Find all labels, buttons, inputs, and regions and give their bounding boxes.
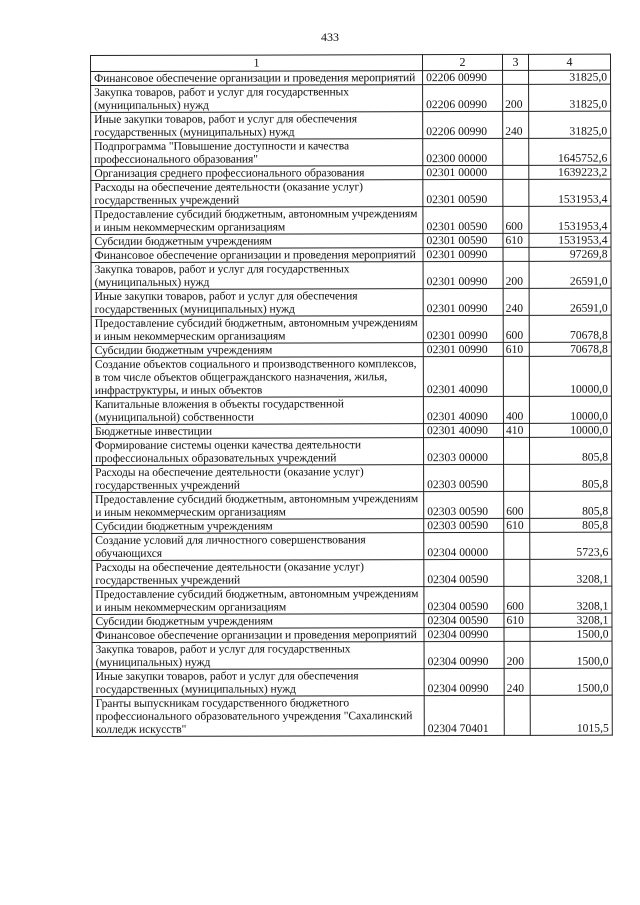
row-name: Финансовое обеспечение организации и проведения мероприятий — [91, 248, 423, 263]
budget-table-sheet — [90, 54, 612, 737]
row-code: 02304 00000 — [424, 532, 504, 559]
table-row — [92, 613, 612, 628]
row-code: 02301 00990 — [423, 315, 503, 342]
row-amount: 1645752,6 — [529, 138, 611, 165]
table-row — [91, 247, 611, 262]
row-expense-type: 200 — [503, 84, 529, 111]
row-amount: 10000,0 — [529, 423, 611, 437]
row-code: 02301 00000 — [423, 165, 503, 179]
header-col-code: 2 — [423, 54, 503, 70]
table-row — [92, 627, 612, 642]
table-row — [91, 261, 611, 289]
row-amount: 1531953,4 — [529, 179, 611, 206]
row-name: Предоставление субсидий бюджетным, автономным учреждениям и иным некоммерческим организациям — [91, 207, 423, 235]
row-expense-type — [504, 627, 530, 641]
row-code: 02206 00990 — [423, 70, 503, 84]
row-name: Гранты выпускникам государственного бюджетного профессионального образовательного учреждения "Сахалинский колледж искусств" — [92, 696, 424, 737]
row-expense-type: 600 — [503, 206, 529, 233]
row-amount: 3208,1 — [530, 613, 612, 627]
row-amount: 3208,1 — [530, 586, 612, 613]
table-row — [91, 84, 611, 112]
row-amount: 3208,1 — [530, 559, 612, 586]
row-code: 02303 00590 — [424, 464, 504, 491]
row-name: Расходы на обеспечение деятельности (оказание услуг) государственных учреждений — [92, 560, 424, 588]
row-expense-type — [503, 165, 529, 179]
table-row — [92, 532, 612, 560]
row-amount: 1531953,4 — [529, 206, 611, 233]
row-code: 02304 00990 — [424, 668, 504, 695]
row-name: Создание условий для личностного совершенствования обучающихся — [92, 533, 424, 561]
row-code: 02301 00990 — [423, 342, 503, 356]
row-code: 02206 00990 — [423, 84, 503, 111]
row-name: Иные закупки товаров, работ и услуг для обеспечения государственных (муниципальных) нужд — [91, 289, 423, 317]
row-code: 02301 00590 — [423, 233, 503, 247]
row-expense-type — [503, 247, 529, 261]
row-amount: 31825,0 — [529, 84, 611, 111]
row-code: 02304 70401 — [424, 695, 504, 735]
row-code: 02304 00990 — [424, 641, 504, 668]
row-amount: 1500,0 — [530, 641, 612, 668]
table-row — [92, 437, 612, 465]
row-code: 02301 40090 — [423, 396, 503, 423]
table-row — [91, 288, 611, 316]
table-row — [91, 206, 611, 234]
row-expense-type — [504, 559, 530, 586]
row-amount: 70678,8 — [529, 315, 611, 342]
table-row — [91, 138, 611, 166]
row-expense-type — [503, 138, 529, 165]
row-code: 02301 00990 — [423, 288, 503, 315]
table-row — [91, 179, 611, 207]
table-row — [91, 356, 611, 397]
row-amount: 1500,0 — [530, 627, 612, 641]
row-code: 02304 00990 — [424, 627, 504, 641]
row-amount: 10000,0 — [529, 396, 611, 423]
row-expense-type: 400 — [503, 396, 529, 423]
row-expense-type — [504, 695, 530, 735]
table-row — [92, 586, 612, 614]
row-expense-type: 610 — [503, 342, 529, 356]
row-amount: 5723,6 — [530, 532, 612, 559]
row-name: Закупка товаров, работ и услуг для государственных (муниципальных) нужд — [91, 262, 423, 290]
header-col-type: 3 — [502, 54, 528, 70]
table-row — [91, 165, 611, 180]
row-amount: 1531953,4 — [529, 233, 611, 247]
row-name: Субсидии бюджетным учреждениям — [92, 614, 424, 629]
row-code: 02303 00000 — [424, 437, 504, 464]
row-code: 02304 00590 — [424, 559, 504, 586]
row-expense-type — [503, 179, 529, 206]
table-row — [91, 342, 611, 357]
row-name: Иные закупки товаров, работ и услуг для обеспечения государственных (муниципальных) нужд — [92, 669, 424, 697]
row-expense-type: 410 — [503, 423, 529, 437]
row-code: 02301 00990 — [423, 261, 503, 288]
row-name: Капитальные вложения в объекты государственной (муниципальной) собственности — [91, 397, 423, 425]
row-amount: 805,8 — [530, 518, 612, 532]
table-row — [92, 641, 612, 669]
row-expense-type: 600 — [503, 315, 529, 342]
budget-table — [90, 54, 613, 737]
table-row — [91, 111, 611, 139]
table-row — [91, 423, 611, 438]
table-row — [92, 464, 612, 492]
row-expense-type — [503, 70, 529, 84]
row-expense-type: 200 — [503, 261, 529, 288]
row-code: 02304 00590 — [424, 586, 504, 613]
table-row — [92, 695, 612, 736]
row-name: Формирование системы оценки качества деятельности профессиональных образовательных учреждений — [92, 438, 424, 466]
row-name: Предоставление субсидий бюджетным, автономным учреждениям и иным некоммерческим организациям — [91, 316, 423, 344]
row-name: Расходы на обеспечение деятельности (оказание услуг) государственных учреждений — [92, 465, 424, 493]
table-row — [91, 70, 611, 85]
row-amount: 31825,0 — [529, 70, 611, 84]
row-expense-type: 610 — [504, 613, 530, 627]
row-name: Закупка товаров, работ и услуг для государственных (муниципальных) нужд — [92, 642, 424, 670]
row-amount: 805,8 — [530, 491, 612, 518]
row-amount: 805,8 — [530, 437, 612, 464]
row-name: Расходы на обеспечение деятельности (оказание услуг) государственных учреждений — [91, 180, 423, 208]
row-code: 02301 00590 — [423, 179, 503, 206]
row-expense-type: 610 — [503, 233, 529, 247]
row-amount: 1500,0 — [530, 668, 612, 695]
row-expense-type — [503, 356, 529, 396]
row-expense-type: 200 — [504, 641, 530, 668]
row-amount: 805,8 — [530, 464, 612, 491]
row-amount: 10000,0 — [529, 356, 611, 396]
row-name: Закупка товаров, работ и услуг для государственных (муниципальных) нужд — [91, 85, 423, 113]
row-amount: 31825,0 — [529, 111, 611, 138]
row-code: 02206 00990 — [423, 111, 503, 138]
row-name: Организация среднего профессионального образования — [91, 166, 423, 181]
row-amount: 1015,5 — [530, 695, 612, 735]
row-name: Предоставление субсидий бюджетным, автономным учреждениям и иным некоммерческим организациям — [92, 492, 424, 520]
table-row — [91, 315, 611, 343]
page-number: 433 — [321, 30, 339, 44]
row-name: Субсидии бюджетным учреждениям — [91, 343, 423, 358]
header-col-name: 1 — [91, 55, 423, 72]
table-row — [92, 518, 612, 533]
row-name: Субсидии бюджетным учреждениям — [92, 519, 424, 534]
row-expense-type — [504, 437, 530, 464]
row-name: Бюджетные инвестиции — [91, 424, 423, 439]
row-expense-type: 610 — [504, 518, 530, 532]
table-row — [91, 233, 611, 248]
row-name: Субсидии бюджетным учреждениям — [91, 234, 423, 249]
table-row — [92, 668, 612, 696]
row-expense-type: 240 — [503, 288, 529, 315]
row-code: 02303 00590 — [424, 491, 504, 518]
row-expense-type: 240 — [504, 668, 530, 695]
row-code: 02304 00590 — [424, 613, 504, 627]
row-amount: 26591,0 — [529, 261, 611, 288]
table-row — [91, 396, 611, 424]
row-amount: 97269,8 — [529, 247, 611, 261]
row-expense-type: 600 — [504, 586, 530, 613]
row-expense-type: 600 — [504, 491, 530, 518]
row-name: Создание объектов социального и производственного комплексов, в том числе объектов общегражданского назначения, жилья, инфраструктуры, и иных объектов — [91, 357, 423, 398]
row-expense-type — [504, 464, 530, 491]
table-row — [92, 559, 612, 587]
row-expense-type: 240 — [503, 111, 529, 138]
row-code: 02301 40090 — [423, 356, 503, 396]
row-code: 02300 00000 — [423, 138, 503, 165]
row-expense-type — [504, 532, 530, 559]
row-name: Подпрограмма "Повышение доступности и качества профессионального образования" — [91, 139, 423, 167]
header-col-sum: 4 — [528, 54, 610, 70]
row-amount: 26591,0 — [529, 288, 611, 315]
header-row — [91, 54, 611, 71]
row-name: Иные закупки товаров, работ и услуг для обеспечения государственных (муниципальных) нужд — [91, 112, 423, 140]
row-code: 02303 00590 — [424, 518, 504, 532]
row-code: 02301 00590 — [423, 206, 503, 233]
row-code: 02301 40090 — [423, 423, 503, 437]
row-name: Предоставление субсидий бюджетным, автономным учреждениям и иным некоммерческим организациям — [92, 587, 424, 615]
row-amount: 70678,8 — [529, 342, 611, 356]
row-name: Финансовое обеспечение организации и проведения мероприятий — [91, 71, 423, 86]
row-name: Финансовое обеспечение организации и проведения мероприятий — [92, 628, 424, 643]
row-code: 02301 00990 — [423, 247, 503, 261]
table-row — [92, 491, 612, 519]
row-amount: 1639223,2 — [529, 165, 611, 179]
